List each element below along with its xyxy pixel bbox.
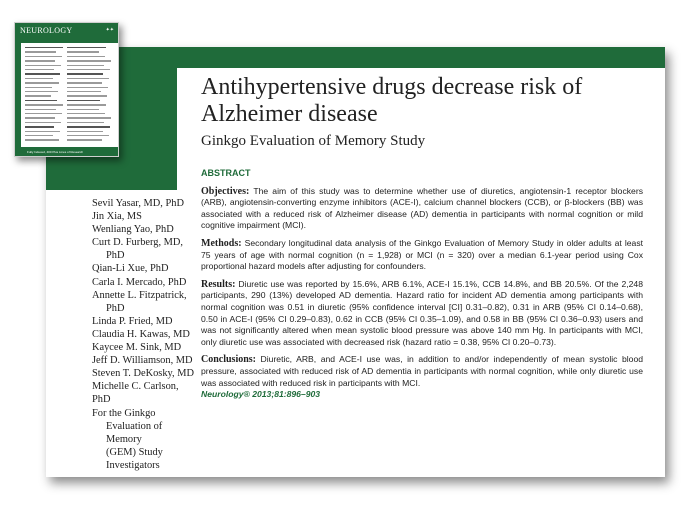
- objectives-label: Objectives:: [201, 185, 250, 197]
- cover-text-line: [67, 122, 104, 123]
- author-line: PhD: [106, 250, 125, 262]
- author-line: PhD: [106, 302, 125, 314]
- objectives-text: The aim of this study was to determine whether use of diuretics, angiotensin-1 receptor blockers (ARB), angiotensin-converting enzyme inhibitors (ACE-I), calcium channel blockers (CCB), or β-blockers (BB) was associated with a reduced risk of Alzheimer disease (AD) dementia in participants with normal cognition or mild cognitive impairment (MCI).: [201, 185, 643, 231]
- cover-text-line: [67, 139, 102, 140]
- cover-text-line: [25, 139, 59, 140]
- results-paragraph: [201, 279, 643, 349]
- author-line: Annette L. Fitzpatrick,: [92, 289, 187, 301]
- conclusions-label: Conclusions:: [201, 354, 257, 366]
- cover-text-line: [25, 87, 52, 88]
- author-line: Jin Xia, MS: [92, 211, 142, 223]
- author-line: Curt D. Furberg, MD,: [92, 237, 184, 249]
- methods-paragraph: [201, 238, 643, 273]
- cover-text-line: [67, 56, 105, 57]
- cover-text-line: [25, 69, 54, 70]
- publisher-logo-icon: ✦✦: [105, 27, 114, 33]
- cover-text-line: [25, 126, 54, 127]
- citation-journal: Neurology®: [201, 389, 250, 400]
- author-line: Evaluation of Memory: [106, 420, 163, 445]
- journal-cover-thumbnail: [14, 22, 119, 157]
- cover-text-line: [25, 113, 62, 114]
- abstract-heading: ABSTRACT: [201, 168, 251, 178]
- author-line: Linda P. Fried, MD: [92, 315, 173, 327]
- author-list: [92, 197, 196, 472]
- cover-text-line: [25, 117, 55, 118]
- author-line: Claudia H. Kawas, MD: [92, 328, 190, 340]
- cover-text-line: [25, 51, 56, 52]
- cover-text-line: [67, 51, 99, 52]
- cover-text-line: [25, 47, 63, 48]
- cover-text-line: [67, 95, 107, 96]
- author-line: Michelle C. Carlson, PhD: [92, 381, 179, 406]
- author-line: Qian-Li Xue, PhD: [92, 263, 169, 275]
- cover-text-line: [25, 56, 62, 57]
- cover-text-line: [25, 100, 57, 101]
- author-line: Steven T. DeKosky, MD: [92, 368, 194, 380]
- article-subtitle: Ginkgo Evaluation of Memory Study: [201, 133, 426, 149]
- cover-text-line: [25, 135, 53, 136]
- cover-text-line: [25, 60, 55, 61]
- cover-text-line: [67, 60, 111, 61]
- results-label: Results:: [201, 278, 236, 290]
- author-line: Carla I. Mercado, PhD: [92, 276, 187, 288]
- cover-text-line: [25, 65, 61, 66]
- citation-ref: 2013;81:896–903: [252, 389, 321, 400]
- cover-footer-text: Fully Indexed, 400 Plus Lines of Research: [27, 150, 84, 154]
- cover-text-line: [25, 104, 63, 105]
- cover-text-line: [67, 73, 103, 74]
- author-line: Kaycee M. Sink, MD: [92, 342, 182, 354]
- methods-label: Methods:: [201, 237, 242, 249]
- cover-text-line: [67, 113, 105, 114]
- cover-text-line: [67, 135, 109, 136]
- cover-text-line: [67, 100, 100, 101]
- cover-text-line: [25, 82, 59, 83]
- cover-text-line: [25, 131, 60, 132]
- cover-text-line: [67, 109, 99, 110]
- author-line: Sevil Yasar, MD, PhD: [92, 198, 184, 209]
- article-title: Antihypertensive drugs decrease risk of Alzheimer disease: [201, 74, 583, 127]
- cover-text-line: [67, 47, 106, 48]
- author-line: (GEM) Study: [106, 446, 163, 458]
- journal-logo: NEUROLOGY: [20, 26, 73, 35]
- cover-text-line: [25, 73, 60, 74]
- cover-text-line: [25, 91, 58, 92]
- cover-text-line: [25, 78, 53, 79]
- author-line: Wenliang Yao, PhD: [92, 224, 174, 236]
- cover-text-line: [67, 117, 111, 118]
- cover-text-line: [67, 126, 110, 127]
- author-line: Investigators: [106, 459, 160, 471]
- conclusions-text: Diuretic, ARB, and ACE-I use was, in addition to and/or independently of mean systolic blood pressure, associated with reduced risk of AD dementia in participants with normal cognition, while only diuretic use was associated with reduced risk in participants with MCI.: [201, 354, 644, 388]
- cover-text-line: [25, 109, 56, 110]
- cover-text-line: [25, 122, 61, 123]
- methods-text: Secondary longitudinal data analysis of the Ginkgo Evaluation of Memory Study in older adults at least 75 years of age with normal cognition (n = 1,928) or MCI (n = 320) over a median 6.1-year period using Cox proportional hazard models after adjusting for confounders.: [201, 237, 643, 272]
- cover-text-line: [67, 104, 106, 105]
- objectives-paragraph: [201, 186, 643, 232]
- abstract: [201, 168, 643, 407]
- cover-text-line: [67, 82, 102, 83]
- author-line: For the Ginkgo: [92, 407, 156, 419]
- cover-text-line: [67, 65, 104, 66]
- conclusions-paragraph: [201, 354, 643, 400]
- cover-text-line: [25, 95, 51, 96]
- cover-text-line: [67, 131, 103, 132]
- cover-text-line: [67, 91, 101, 92]
- cover-text-line: [67, 69, 110, 70]
- cover-side-bar: [15, 43, 21, 147]
- results-text: Diuretic use was reported by 15.6%, ARB 6.1%, ACE-I 15.1%, CCB 14.8%, and BB 20.5%. Of the 2,248 participants, 290 (13%) developed AD dementia. Hazard ratio for incident AD dementia among participants with normal cognition was 0.51 in diuretic (95% confidence interval [CI] 0.31–0.82), 0.31 in ARB (95% CI 0.14–0.68), 0.50 in ACE-I (95% CI 0.29–0.83), 0.62 in CCB (95% CI 0.35–1.09), and 0.58 in BB (95% CI 0.36–0.93) users and was not significantly altered when mean systolic blood pressure was above 140 mm Hg. In participants with MCI, only diuretic use was associated with decreased risk (hazard ratio = 0.38, 95% CI 0.20–0.73).: [201, 278, 643, 347]
- cover-text-line: [67, 87, 108, 88]
- cover-text-line: [67, 78, 109, 79]
- author-line: Jeff D. Williamson, MD: [92, 355, 193, 367]
